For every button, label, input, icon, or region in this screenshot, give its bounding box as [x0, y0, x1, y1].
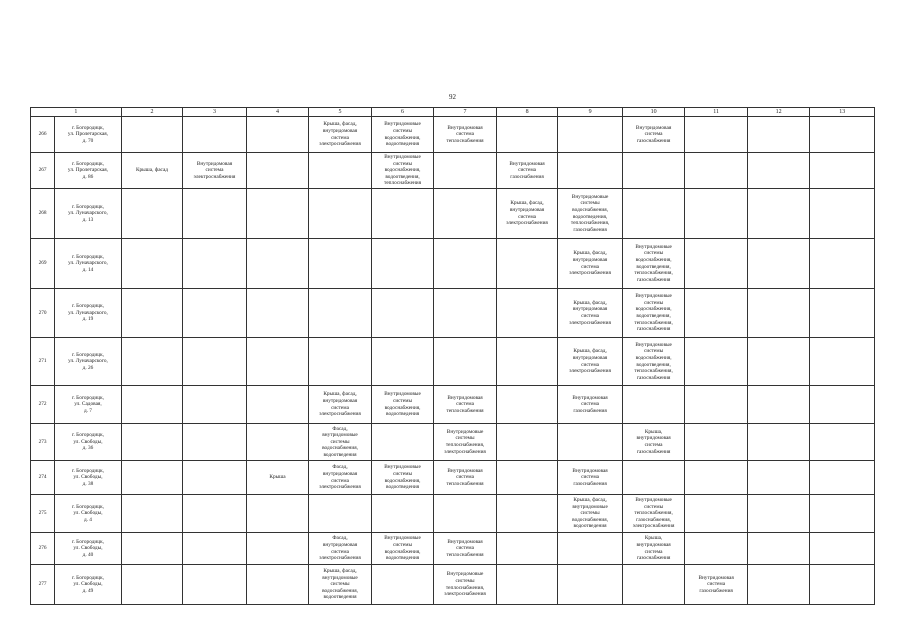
table-cell: Фасад, внутридомовая система электроснабжения — [309, 533, 372, 565]
table-cell — [434, 239, 497, 289]
address-cell: г. Богородицк, ул. Свободы, д. 40 — [55, 533, 122, 565]
table-cell: Крыша, фасад, внутридомовая система электроснабжения — [309, 386, 372, 424]
column-number-10: 10 — [622, 108, 685, 117]
table-cell — [496, 424, 558, 461]
table-cell — [309, 189, 372, 239]
table-cell — [121, 386, 183, 424]
table-cell — [246, 386, 309, 424]
row-number-cell: 272 — [31, 386, 55, 424]
row-number-cell: 271 — [31, 338, 55, 386]
table-cell — [558, 565, 623, 605]
table-cell: Внутридомовые системы водоснабжения, водоотведения, теплоснабжения, газоснабжения — [622, 338, 685, 386]
table-cell — [810, 533, 875, 565]
table-row — [31, 424, 875, 461]
table-cell — [434, 495, 497, 533]
table-cell — [622, 461, 685, 495]
table-cell — [121, 117, 183, 153]
address-cell: г. Богородицк, ул. Свободы, д. 4 — [55, 495, 122, 533]
column-number-row — [31, 108, 875, 117]
table-cell — [558, 424, 623, 461]
table-cell — [810, 424, 875, 461]
column-number-4: 4 — [246, 108, 309, 117]
address-cell: г. Богородицк, ул. Свободы, д. 38 — [55, 461, 122, 495]
table-cell — [558, 533, 623, 565]
table-cell — [183, 289, 247, 338]
table-cell — [810, 338, 875, 386]
table-cell — [496, 239, 558, 289]
table-cell: Крыша, фасад, внутридомовая система электроснабжения — [558, 239, 623, 289]
table-cell — [121, 495, 183, 533]
table-cell: Крыша, фасад, внутридомовая система электроснабжения — [496, 189, 558, 239]
table-cell: Крыша — [246, 461, 309, 495]
column-number-7: 7 — [434, 108, 497, 117]
table-cell — [371, 239, 434, 289]
table-cell — [496, 386, 558, 424]
table-cell — [246, 153, 309, 189]
address-cell: г. Богородицк, ул. Луначарского, д. 19 — [55, 289, 122, 338]
table-cell — [183, 565, 247, 605]
table-cell — [747, 461, 810, 495]
table-cell: Внутридомовая система газоснабжения — [496, 153, 558, 189]
table-cell — [434, 289, 497, 338]
table-cell — [747, 289, 810, 338]
table-cell — [685, 338, 748, 386]
table-cell — [309, 495, 372, 533]
row-number-cell: 270 — [31, 289, 55, 338]
table-cell — [121, 239, 183, 289]
table-cell: Внутридомовые системы водоснабжения, водоотведения, теплоснабжения — [371, 153, 434, 189]
table-cell: Крыша, фасад, внутридомовые системы водоснабжения, водоотведения — [558, 495, 623, 533]
table-cell — [309, 153, 372, 189]
table-cell: Внутридомовые системы водоснабжения, водоотведения — [371, 117, 434, 153]
table-cell: Внутридомовые системы водоснабжения, водоотведения — [371, 386, 434, 424]
table-cell — [246, 565, 309, 605]
table-cell — [246, 117, 309, 153]
row-number-cell: 276 — [31, 533, 55, 565]
table-cell: Внутридомовая система теплоснабжения — [434, 386, 497, 424]
table-cell — [747, 189, 810, 239]
table-cell — [496, 495, 558, 533]
row-number-cell: 277 — [31, 565, 55, 605]
table-cell — [183, 239, 247, 289]
table-cell — [246, 189, 309, 239]
address-cell: г. Богородицк, ул. Свободы, д. 36 — [55, 424, 122, 461]
table-cell — [121, 289, 183, 338]
table-body — [31, 117, 875, 605]
table-cell: Крыша, фасад — [121, 153, 183, 189]
table-cell — [496, 461, 558, 495]
table-cell: Крыша, фасад, внутридомовая система электроснабжения — [558, 289, 623, 338]
row-number-cell: 269 — [31, 239, 55, 289]
table-cell — [246, 495, 309, 533]
table-cell — [747, 239, 810, 289]
row-number-cell: 267 — [31, 153, 55, 189]
table-cell — [685, 153, 748, 189]
table-cell: Внутридомовые системы водоснабжения, водоотведения — [371, 533, 434, 565]
table-cell — [558, 117, 623, 153]
table-cell — [622, 386, 685, 424]
table-cell — [810, 495, 875, 533]
repair-schedule-table — [30, 107, 875, 605]
table-row — [31, 461, 875, 495]
table-cell: Внутридомовая система теплоснабжения — [434, 461, 497, 495]
table-cell — [246, 533, 309, 565]
address-cell: г. Богородицк, ул. Луначарского, д. 13 — [55, 189, 122, 239]
table-cell — [685, 533, 748, 565]
table-cell — [685, 386, 748, 424]
table-cell: Внутридомовая система электроснабжения — [183, 153, 247, 189]
column-number-11: 11 — [685, 108, 748, 117]
table-cell — [747, 153, 810, 189]
table-cell — [183, 338, 247, 386]
table-cell: Фасад, внутридомовая система электроснабжения — [309, 461, 372, 495]
table-cell — [685, 239, 748, 289]
table-cell: Внутридомовые системы водоснабжения, водоотведения — [371, 461, 434, 495]
column-number-5: 5 — [309, 108, 372, 117]
table-row — [31, 153, 875, 189]
address-cell: г. Богородицк, ул. Свободы, д. 49 — [55, 565, 122, 605]
table-cell — [496, 533, 558, 565]
row-number-cell: 266 — [31, 117, 55, 153]
table-cell — [747, 424, 810, 461]
table-cell — [622, 189, 685, 239]
table-row — [31, 289, 875, 338]
table-cell: Крыша, фасад, внутридомовая система электроснабжения — [558, 338, 623, 386]
table-cell: Внутридомовая система газоснабжения — [685, 565, 748, 605]
table-cell: Фасад, внутридомовые системы водоснабжения, водоотведения — [309, 424, 372, 461]
column-number-1: 1 — [31, 108, 122, 117]
table-row — [31, 239, 875, 289]
column-number-12: 12 — [747, 108, 810, 117]
address-cell: г. Богородицк, ул. Садовая, д. 7 — [55, 386, 122, 424]
table-cell: Внутридомовая система газоснабжения — [622, 117, 685, 153]
table-cell — [496, 117, 558, 153]
table-cell — [183, 495, 247, 533]
table-cell — [685, 289, 748, 338]
table-row — [31, 565, 875, 605]
address-cell: г. Богородицк, ул. Пролетарская, д. 86 — [55, 153, 122, 189]
table-cell: Внутридомовые системы водоснабжения, водоотведения, теплоснабжения, газоснабжения — [558, 189, 623, 239]
table-cell — [434, 338, 497, 386]
table-cell — [810, 386, 875, 424]
table-cell — [183, 424, 247, 461]
column-number-13: 13 — [810, 108, 875, 117]
table-row — [31, 117, 875, 153]
table-cell — [309, 338, 372, 386]
address-cell: г. Богородицк, ул. Луначарского, д. 14 — [55, 239, 122, 289]
table-cell — [622, 565, 685, 605]
table-cell: Внутридомовые системы теплоснабжения, газоснабжения, электроснабжения — [622, 495, 685, 533]
table-cell — [371, 338, 434, 386]
table-cell — [685, 461, 748, 495]
table-cell — [685, 424, 748, 461]
table-cell — [496, 289, 558, 338]
row-number-cell: 274 — [31, 461, 55, 495]
table-cell — [810, 565, 875, 605]
table-cell — [747, 495, 810, 533]
table-row — [31, 386, 875, 424]
table-cell — [810, 189, 875, 239]
table-cell — [309, 289, 372, 338]
table-cell: Крыша, внутридомовая система газоснабжения — [622, 424, 685, 461]
table-row — [31, 338, 875, 386]
table-cell: Внутридомовая система газоснабжения — [558, 386, 623, 424]
row-number-cell: 273 — [31, 424, 55, 461]
table-cell — [246, 239, 309, 289]
table-cell: Крыша, фасад, внутридомовые системы водоснабжения, водоотведения — [309, 565, 372, 605]
table-row — [31, 495, 875, 533]
table-cell — [183, 386, 247, 424]
table-cell — [371, 189, 434, 239]
table-cell: Внутридомовые системы водоснабжения, водоотведения, теплоснабжения, газоснабжения — [622, 289, 685, 338]
table-cell — [183, 461, 247, 495]
table-cell — [747, 533, 810, 565]
table-cell — [496, 338, 558, 386]
table-cell: Внутридомовые системы водоснабжения, водоотведения, теплоснабжения, газоснабжения — [622, 239, 685, 289]
table-cell — [246, 424, 309, 461]
table-cell — [747, 117, 810, 153]
table-cell: Внутридомовая система газоснабжения — [558, 461, 623, 495]
table-cell — [747, 386, 810, 424]
table-cell: Крыша, внутридомовая система газоснабжения — [622, 533, 685, 565]
table-cell — [685, 495, 748, 533]
table-cell — [309, 239, 372, 289]
table-cell — [121, 424, 183, 461]
table-cell — [121, 533, 183, 565]
table-cell — [810, 153, 875, 189]
table-cell — [246, 289, 309, 338]
table-cell — [183, 117, 247, 153]
table-cell: Внутридомовая система теплоснабжения — [434, 533, 497, 565]
table-cell — [183, 533, 247, 565]
table-row — [31, 533, 875, 565]
column-number-9: 9 — [558, 108, 623, 117]
column-number-2: 2 — [121, 108, 183, 117]
table-cell — [434, 153, 497, 189]
table-cell — [685, 189, 748, 239]
table-cell — [810, 239, 875, 289]
table-cell: Внутридомовые системы теплоснабжения, электроснабжения — [434, 565, 497, 605]
table-cell — [810, 461, 875, 495]
page-number: 92 — [449, 93, 456, 101]
table-cell — [121, 189, 183, 239]
table-cell — [371, 565, 434, 605]
table-cell — [434, 189, 497, 239]
table-cell — [246, 338, 309, 386]
table-cell — [371, 289, 434, 338]
row-number-cell: 268 — [31, 189, 55, 239]
column-number-3: 3 — [183, 108, 247, 117]
row-number-cell: 275 — [31, 495, 55, 533]
table-cell — [371, 495, 434, 533]
table-cell — [496, 565, 558, 605]
table-cell — [371, 424, 434, 461]
table-cell: Внутридомовые системы теплоснабжения, электроснабжения — [434, 424, 497, 461]
table-cell: Крыша, фасад, внутридомовая система электроснабжения — [309, 117, 372, 153]
table-cell — [622, 153, 685, 189]
column-number-6: 6 — [371, 108, 434, 117]
address-cell: г. Богородицк, ул. Пролетарская, д. 70 — [55, 117, 122, 153]
table-cell — [685, 117, 748, 153]
table-cell — [121, 565, 183, 605]
table-cell — [810, 117, 875, 153]
column-number-8: 8 — [496, 108, 558, 117]
table-cell: Внутридомовая система теплоснабжения — [434, 117, 497, 153]
address-cell: г. Богородицк, ул. Луначарского, д. 26 — [55, 338, 122, 386]
table-cell — [558, 153, 623, 189]
table-cell — [810, 289, 875, 338]
table-cell — [121, 461, 183, 495]
table-cell — [747, 565, 810, 605]
table-cell — [121, 338, 183, 386]
table-cell — [747, 338, 810, 386]
table-row — [31, 189, 875, 239]
table-cell — [183, 189, 247, 239]
